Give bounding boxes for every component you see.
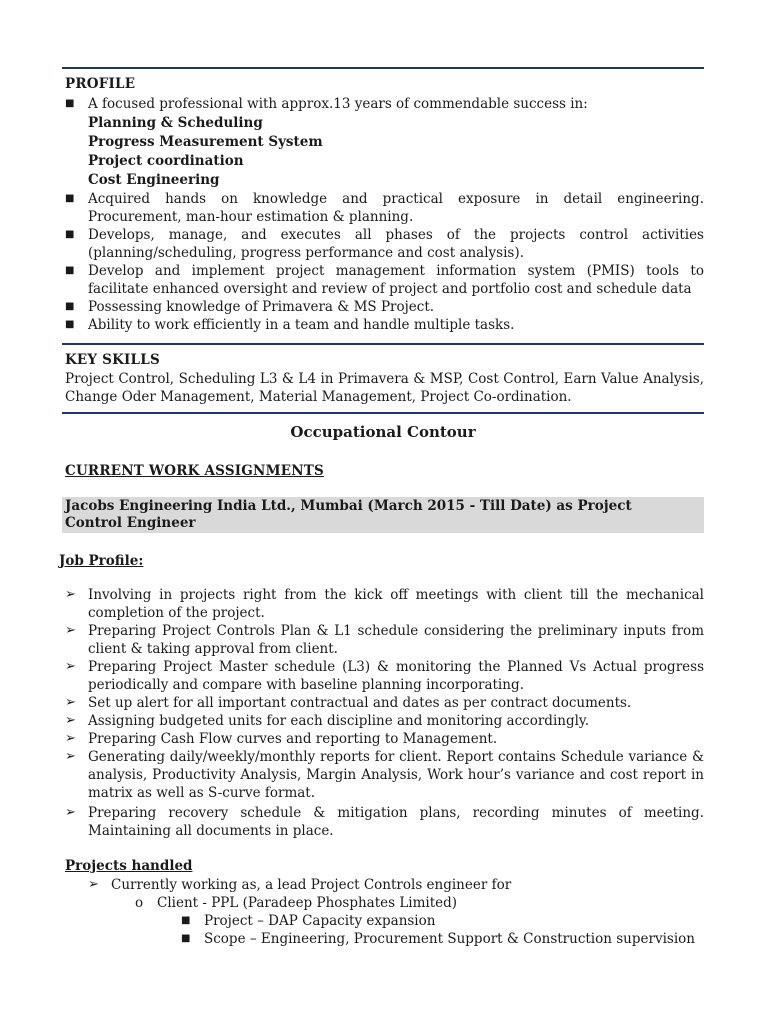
arrow-bullet-icon: ➢ (65, 805, 76, 820)
profile-bullet: Possessing knowledge of Primavera & MS Project. (88, 299, 435, 315)
project-scope: Scope – Engineering, Procurement Support & Construction supervision (204, 931, 695, 947)
job-bullet: Generating daily/weekly/monthly reports for client. Report contains Schedule variance & analysis, Productivity Analysis, Margin Analysis, Work hour’s variance and cost report in matrix as well as S-curve format. (88, 749, 704, 801)
square-bullet-icon: ■ (65, 229, 75, 240)
job-bullet: Preparing Cash Flow curves and reporting to Management. (88, 731, 498, 747)
square-bullet-icon: ■ (65, 193, 75, 204)
arrow-bullet-icon: ➢ (65, 749, 76, 764)
profile-area: Progress Measurement System (88, 134, 323, 150)
current-assignments-heading: CURRENT WORK ASSIGNMENTS (65, 463, 324, 479)
profile-bullet: Acquired hands on knowledge and practical exposure in detail engineering. Procurement, man-hour estimation & planning. (88, 191, 704, 225)
square-bullet-icon: ■ (181, 915, 191, 926)
section-divider (62, 67, 704, 69)
project-lead: Currently working as, a lead Project Controls engineer for (111, 877, 512, 893)
arrow-bullet-icon: ➢ (65, 695, 76, 710)
square-bullet-icon: ■ (65, 265, 75, 276)
profile-intro: A focused professional with approx.13 years of commendable success in: (88, 96, 588, 112)
profile-bullet: Develop and implement project management information system (PMIS) tools to facilitate enhanced oversight and review of project and portfolio cost and schedule data (88, 263, 704, 297)
profile-area: Cost Engineering (88, 172, 220, 188)
employer-line: Jacobs Engineering India Ltd., Mumbai (March 2015 - Till Date) as Project Control Engineer (65, 498, 632, 531)
arrow-bullet-icon: ➢ (65, 587, 76, 602)
job-profile-heading: Job Profile: (59, 553, 144, 569)
profile-heading: PROFILE (65, 76, 136, 92)
profile-bullet: Develops, manage, and executes all phases of the projects control activities (planning/scheduling, progress performance and cost analysis). (88, 227, 704, 261)
arrow-bullet-icon: ➢ (65, 659, 76, 674)
arrow-bullet-icon: ➢ (65, 623, 76, 638)
project-name: Project – DAP Capacity expansion (204, 913, 436, 929)
section-divider (62, 343, 704, 345)
profile-bullet: Ability to work efficiently in a team and handle multiple tasks. (88, 317, 515, 333)
job-bullet: Involving in projects right from the kick off meetings with client till the mechanical completion of the project. (88, 587, 704, 621)
profile-area: Planning & Scheduling (88, 115, 263, 131)
occupational-heading: Occupational Contour (290, 423, 476, 441)
arrow-bullet-icon: ➢ (88, 877, 99, 892)
job-bullet: Preparing Project Master schedule (L3) & monitoring the Planned Vs Actual progress periodically and compare with baseline planning incorporating. (88, 659, 704, 693)
key-skills-heading: KEY SKILLS (65, 352, 160, 368)
client-marker: o (135, 895, 144, 911)
square-bullet-icon: ■ (65, 301, 75, 312)
section-divider (62, 412, 704, 414)
square-bullet-icon: ■ (65, 319, 75, 330)
arrow-bullet-icon: ➢ (65, 713, 76, 728)
job-bullet: Preparing recovery schedule & mitigation plans, recording minutes of meeting. Maintaining all documents in place. (88, 805, 704, 839)
job-bullet: Set up alert for all important contractual and dates as per contract documents. (88, 695, 632, 711)
job-bullet: Preparing Project Controls Plan & L1 schedule considering the preliminary inputs from client & taking approval from client. (88, 623, 704, 657)
profile-area: Project coordination (88, 153, 244, 169)
projects-heading: Projects handled (65, 858, 193, 874)
job-bullet: Assigning budgeted units for each discipline and monitoring accordingly. (88, 713, 590, 729)
square-bullet-icon: ■ (65, 98, 75, 109)
project-client: Client - PPL (Paradeep Phosphates Limited) (157, 895, 458, 911)
arrow-bullet-icon: ➢ (65, 731, 76, 746)
square-bullet-icon: ■ (181, 933, 191, 944)
key-skills-text: Project Control, Scheduling L3 & L4 in Primavera & MSP, Cost Control, Earn Value Analysis, Change Oder Management, Material Management, Project Co-ordination. (65, 371, 704, 405)
